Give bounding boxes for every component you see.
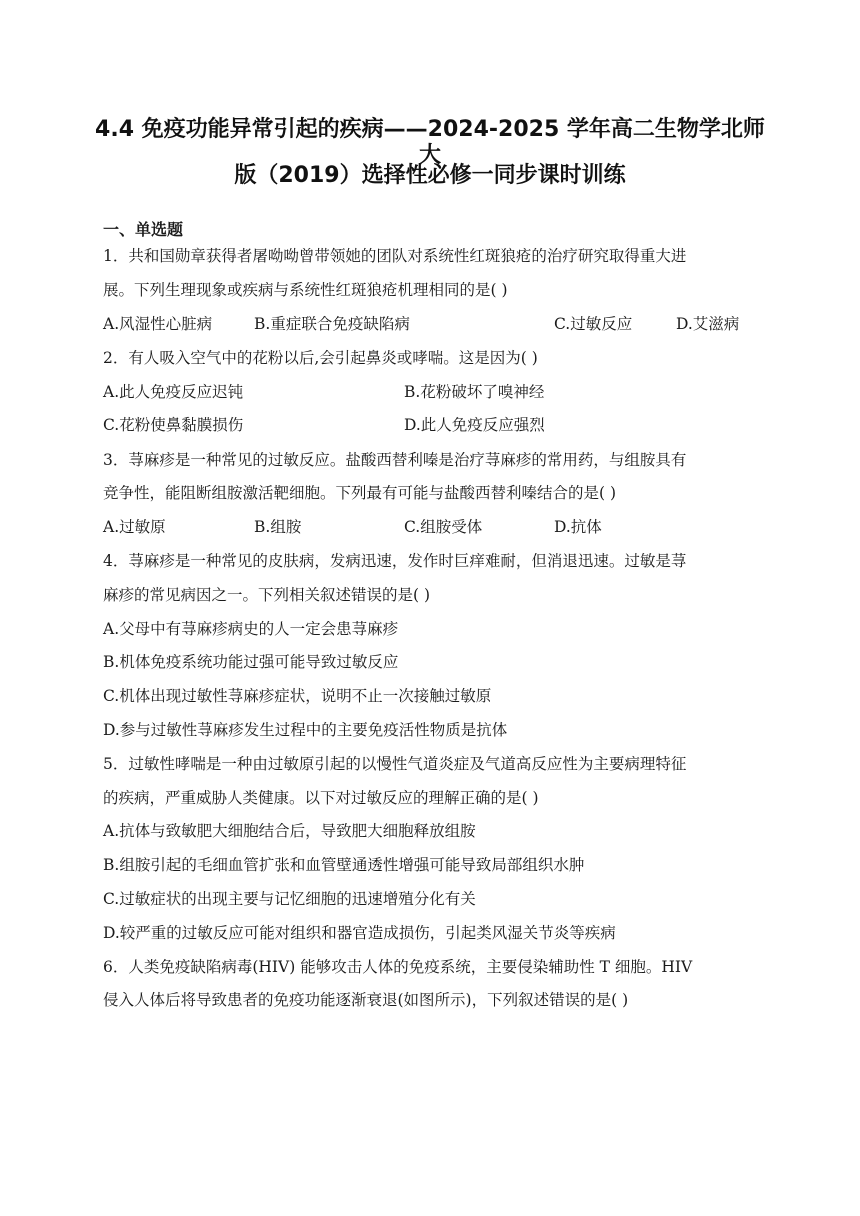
section-heading: 一、单选题 bbox=[103, 220, 184, 239]
question-2-option-b: B.花粉破坏了嗅神经 bbox=[404, 383, 545, 401]
question-5-option-b: B.组胺引起的毛细血管扩张和血管壁通透性增强可能导致局部组织水肿 bbox=[103, 856, 585, 874]
question-3-option-b: B.组胺 bbox=[254, 518, 302, 536]
question-3-option-d: D.抗体 bbox=[554, 518, 602, 536]
question-5-option-d: D.较严重的过敏反应可能对组织和器官造成损伤，引起类风湿关节炎等疾病 bbox=[103, 924, 616, 942]
question-1-option-d: D.艾滋病 bbox=[676, 315, 740, 333]
document-title-line1: 4.4 免疫功能异常引起的疾病——2024-2025 学年高二生物学北师大 bbox=[95, 117, 765, 168]
question-5-option-c: C.过敏症状的出现主要与记忆细胞的迅速增殖分化有关 bbox=[103, 890, 476, 908]
question-1-text-line1: 1．共和国勋章获得者屠呦呦曾带领她的团队对系统性红斑狼疮的治疗研究取得重大进 bbox=[103, 247, 687, 265]
question-2-option-a: A.此人免疫反应迟钝 bbox=[103, 383, 244, 401]
question-4-option-b: B.机体免疫系统功能过强可能导致过敏反应 bbox=[103, 653, 399, 671]
question-2-option-c: C.花粉使鼻黏膜损伤 bbox=[103, 416, 244, 434]
question-3-option-c: C.组胺受体 bbox=[404, 518, 483, 536]
question-6-text-line1: 6．人类免疫缺陷病毒(HIV) 能够攻击人体的免疫系统，主要侵染辅助性 T 细胞。HIV bbox=[103, 958, 693, 976]
document-title-line2: 版（2019）选择性必修一同步课时训练 bbox=[234, 163, 626, 188]
question-4-option-c: C.机体出现过敏性荨麻疹症状，说明不止一次接触过敏原 bbox=[103, 687, 492, 705]
question-4-option-d: D.参与过敏性荨麻疹发生过程中的主要免疫活性物质是抗体 bbox=[103, 721, 508, 739]
question-2-option-d: D.此人免疫反应强烈 bbox=[404, 416, 545, 434]
question-5-text-line2: 的疾病，严重威胁人类健康。以下对过敏反应的理解正确的是( ) bbox=[103, 789, 539, 807]
question-3-option-a: A.过敏原 bbox=[103, 518, 166, 536]
question-3-text-line1: 3．荨麻疹是一种常见的过敏反应。盐酸西替利嗪是治疗荨麻疹的常用药，与组胺具有 bbox=[103, 451, 687, 469]
question-1-option-b: B.重症联合免疫缺陷病 bbox=[254, 315, 410, 333]
question-1-text-line2: 展。下列生理现象或疾病与系统性红斑狼疮机理相同的是( ) bbox=[103, 281, 508, 299]
question-4-option-a: A.父母中有荨麻疹病史的人一定会患荨麻疹 bbox=[103, 620, 399, 638]
question-1-option-c: C.过敏反应 bbox=[554, 315, 633, 333]
question-5-option-a: A.抗体与致敏肥大细胞结合后，导致肥大细胞释放组胺 bbox=[103, 822, 476, 840]
question-4-text-line2: 麻疹的常见病因之一。下列相关叙述错误的是( ) bbox=[103, 586, 431, 604]
question-5-text-line1: 5．过敏性哮喘是一种由过敏原引起的以慢性气道炎症及气道高反应性为主要病理特征 bbox=[103, 755, 687, 773]
question-1-option-a: A.风湿性心脏病 bbox=[103, 315, 213, 333]
question-4-text-line1: 4．荨麻疹是一种常见的皮肤病，发病迅速，发作时巨痒难耐，但消退迅速。过敏是荨 bbox=[103, 552, 687, 570]
question-6-text-line2: 侵入人体后将导致患者的免疫功能逐渐衰退(如图所示)，下列叙述错误的是( ) bbox=[103, 991, 629, 1009]
question-2-text-line1: 2．有人吸入空气中的花粉以后,会引起鼻炎或哮喘。这是因为( ) bbox=[103, 349, 538, 367]
question-3-text-line2: 竞争性，能阻断组胺激活靶细胞。下列最有可能与盐酸西替利嗪结合的是( ) bbox=[103, 484, 617, 502]
